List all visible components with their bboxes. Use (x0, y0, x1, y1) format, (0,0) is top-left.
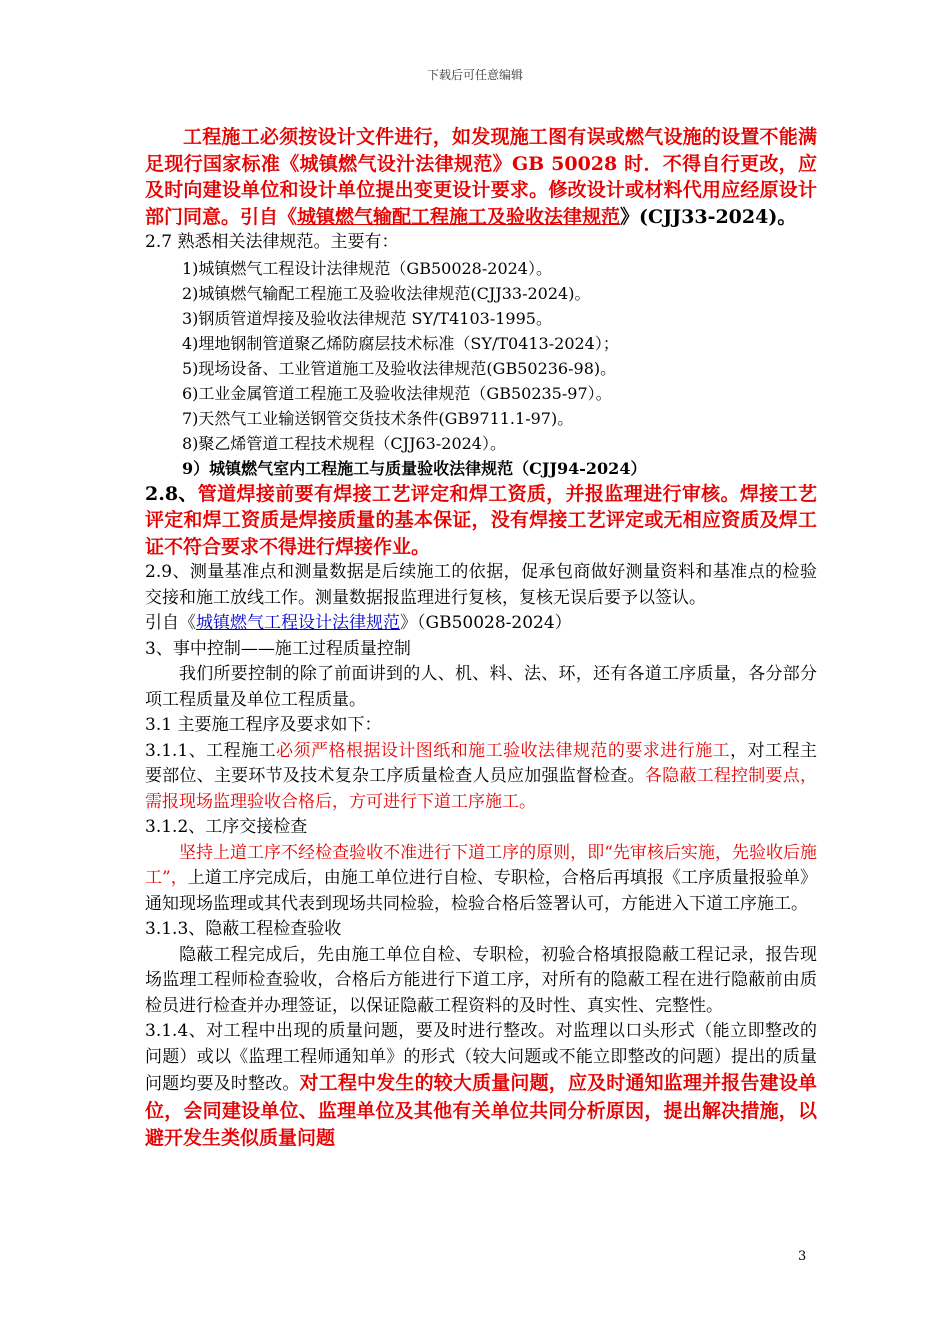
section-3-1-4-text: 3.1.4、对工程中出现的质量问题，要及时进行整改。对监理以口头形式（能立即整改的问题）或以《监理工程师通知单》的形式（较大问题或不能立即整改的问题）提出的质量问题均要及时整改。 (145, 1021, 817, 1094)
page-header: 下载后可任意编辑 (426, 68, 523, 82)
law-item-3: 3)钢质管道焊接及验收法律规范 SY/T4103-1995。 (182, 308, 552, 328)
law-item-8: 8)聚乙烯管道工程技术规程（CJJ63-2024）。 (182, 433, 506, 453)
section-3-1-3-heading: 3.1.3、隐蔽工程检查验收 (145, 919, 342, 939)
citation-prefix: 引自《 (145, 613, 196, 633)
law-item-6: 6)工业金属管道工程施工及验收法律规范（GB50235-97）。 (182, 383, 612, 403)
section-3-1-1-body: ，对工程主要部位、主要环节及技术复杂工序质量检查人员应加强监督检查。 (145, 740, 817, 786)
section-3-1-3-body: 隐蔽工程完成后，先由施工单位自检、专职检，初验合格填报隐蔽工程记录，报告现场监理工程师检查验收，合格后方能进行下道工序，对所有的隐蔽工程在进行隐蔽前由质检员进行检查并办理签证，以保证隐蔽工程资料的及时性、真实性、完整性。 (145, 944, 817, 1016)
section-3-1-4 (145, 1019, 817, 1153)
section-3-1-heading: 3.1 主要施工程序及要求如下： (145, 715, 382, 735)
section-3-1-1 (145, 739, 817, 816)
section-3-heading: 3、事中控制——施工过程质量控制 (145, 638, 411, 659)
section-2-7-heading: 2.7 熟悉相关法律规范。主要有： (145, 232, 399, 252)
citation-suffix: 》（GB50028-2024） (400, 613, 572, 633)
law-item-2: 2)城镇燃气输配工程施工及验收法律规范(CJJ33-2024)。 (182, 283, 591, 303)
document-body (145, 124, 817, 1153)
law-item-1: 1)城镇燃气工程设计法律规范（GB50028-2024）。 (182, 258, 552, 278)
section-3-intro: 我们所要控制的除了前面讲到的人、机、料、法、环，还有各道工序质量，各分部分项工程质量及单位工程质量。 (145, 664, 817, 710)
section-2-8-number: 2.8、 (145, 482, 198, 505)
section-2-9: 2.9、测量基准点和测量数据是后续施工的依据，促承包商做好测量资料和基准点的检验交接和施工放线工作。测量数据报监理进行复核，复核无误后要予以签认。 (145, 562, 817, 608)
cjj33-citation-suffix: 》(CJJ33-2024)。 (620, 205, 797, 228)
law-item-7: 7)天然气工业输送钢管交货技术条件(GB9711.1-97)。 (182, 408, 574, 428)
law-item-9: 9）城镇燃气室内工程施工与质量验收法律规范（CJJ94-2024） (182, 458, 647, 478)
section-3-1-2-text: 上道工序完成后，由施工单位进行自检、专职检，合格后再填报《工序质量报验单》通知现场监理或其代表到现场共同检验，检验合格后签署认可，方能进入下道工序施工。 (145, 868, 817, 914)
design-requirement-text: 工程施工必须按设计文件进行，如发现施工图有误或燃气设施的设置不能满足现行国家标准《城镇燃气设汁法律规范》GB 50028 时．不得自行更改，应及时向建设单位和设计单位提出变更设计要求。修改设计或材料代用应经原设计部门同意。引自《 (145, 126, 817, 228)
citation-gb50028 (145, 611, 817, 637)
cjj33-citation-link[interactable]: 城镇燃气输配工程施工及验收法律规范 (297, 205, 621, 228)
gb50028-citation-link[interactable]: 城镇燃气工程设计法律规范 (196, 613, 400, 633)
section-3-1-1-red-requirement: 必须严格根据设计图纸和施工验收法律规范的要求进行施工 (276, 740, 731, 761)
page-number: 3 (798, 1249, 807, 1264)
law-item-5: 5)现场设备、工业管道施工及验收法律规范(GB50236-98)。 (182, 358, 617, 378)
section-3-1-1-red-hidden-work: 各隐蔽工程控制要点，需报现场监理验收合格后，方可进行下道工序施工。 (145, 766, 818, 812)
section-3-1-2-body (145, 841, 817, 918)
section-3-1-1-lead: 3.1.1、工程施工 (145, 740, 277, 761)
law-item-4: 4)埋地钢制管道聚乙烯防腐层技术标准（SY/T0413-2024）； (182, 333, 619, 353)
section-2-8-text: 管道焊接前要有焊接工艺评定和焊工资质，并报监理进行审核。焊接工艺评定和焊工资质是焊接质量的基本保证，没有焊接工艺评定或无相应资质及焊工证不符合要求不得进行焊接作业。 (145, 482, 817, 558)
section-3-1-4-red-text: 对工程中发生的较大质量问题，应及时通知监理并报告建设单位，会同建设单位、监理单位及其他有关单位共同分析原因，提出解决措施，以避开发生类似质量问题 (145, 1072, 817, 1149)
section-3-1-2-heading: 3.1.2、工序交接检查 (145, 817, 308, 837)
construction-design-paragraph (145, 124, 817, 230)
section-3-1-2-red-principle: 坚持上道工序不经检查验收不准进行下道工序的原则，即“先审核后实施，先验收后施工”， (145, 842, 817, 888)
section-2-8 (145, 481, 817, 561)
